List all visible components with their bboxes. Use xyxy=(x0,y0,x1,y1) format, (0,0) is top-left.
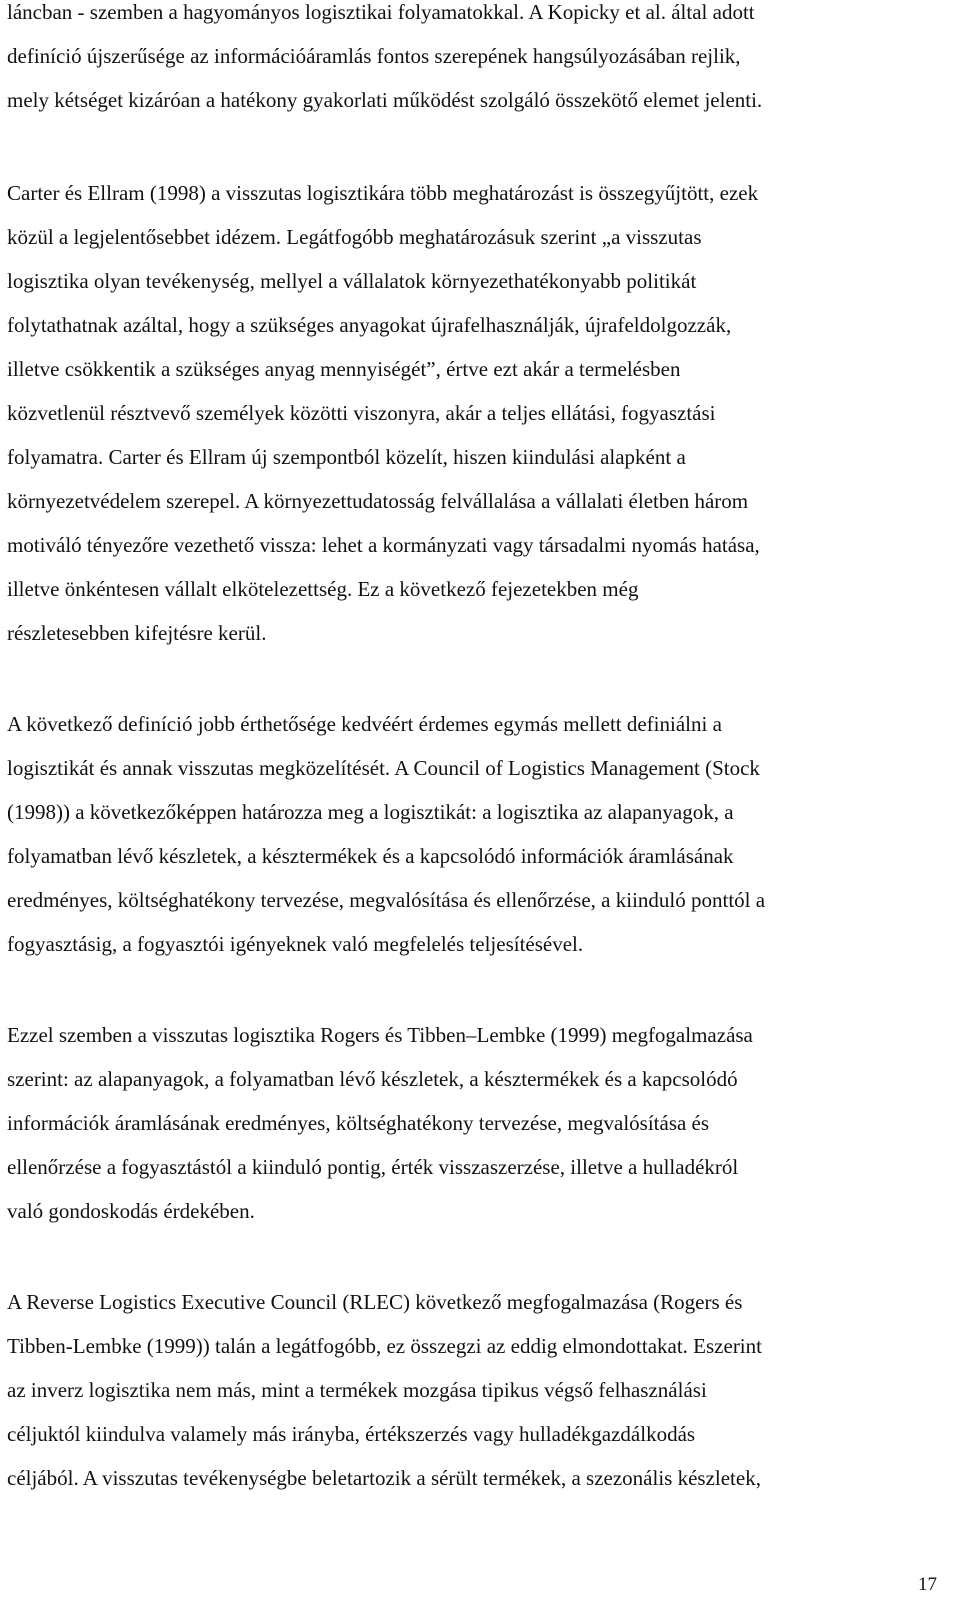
paragraph-council-logistics: A következő definíció jobb érthetősége kedvéért érdemes egymás mellett definiálni a logisztikát és annak visszutas megközelítését. A Council of Logistics Management (Stock (1998)) a következőképpen határozza meg a logisztikát: a logisztika az alapanyagok, a folyamatban lévő készletek, a késztermékek és a kapcsolódó információk áramlásának eredményes, költséghatékony tervezése, megvalósítása és ellenőrzése, a kiinduló ponttól a fogyasztásig, a fogyasztói igényeknek való megfelelés teljesítésével. xyxy=(7,712,766,956)
paragraph-rlec: A Reverse Logistics Executive Council (RLEC) következő megfogalmazása (Rogers és Tibben-Lembke (1999)) talán a legátfogóbb, ez összegzi az eddig elmondottakat. Eszerint az inverz logisztika nem más, mint a termékek mozgása tipikus végső felhasználási céljuktól kiindulva valamely más irányba, értékszerzés vagy hulladékgazdálkodás céljából. A visszutas tevékenységbe beletartozik a sérült termékek, a szezonális készletek, xyxy=(7,1290,762,1490)
paragraph-kopicky-definition: láncban - szemben a hagyományos logisztikai folyamatokkal. A Kopicky et al. által adott definíció újszerűsége az információáramlás fontos szerepének hangsúlyozásában rejlik, mely kétséget kizáróan a hatékony gyakorlati működést szolgáló összekötő elemet jelenti. xyxy=(7,0,763,112)
paragraph-rogers-tibben-lembke: Ezzel szemben a visszutas logisztika Rogers és Tibben–Lembke (1999) megfogalmazása szerint: az alapanyagok, a folyamatban lévő készletek, a késztermékek és a kapcsolódó információk áramlásának eredményes, költséghatékony tervezése, megvalósítása és ellenőrzése a fogyasztástól a kiinduló pontig, érték visszaszerzése, illetve a hulladékról való gondoskodás érdekében. xyxy=(7,1023,753,1223)
page-number: 17 xyxy=(918,1574,937,1595)
paragraph-carter-ellram: Carter és Ellram (1998) a visszutas logisztikára több meghatározást is összegyűjtött, ezek közül a legjelentősebbet idézem. Legátfogóbb meghatározásuk szerint „a visszutas logisztika olyan tevékenység, mellyel a vállalatok környezethatékonyabb politikát folytathatnak azáltal, hogy a szükséges anyagokat újrafelhasználják, újrafeldolgozzák, illetve csökkentik a szükséges anyag mennyiségét”, értve ezt akár a termelésben közvetlenül résztvevő személyek közötti viszonyra, akár a teljes ellátási, fogyasztási folyamatra. Carter és Ellram új szempontból közelít, hiszen kiindulási alapként a környezetvédelem szerepel. A környezettudatosság felvállalása a vállalati életben három motiváló tényezőre vezethető vissza: lehet a kormányzati vagy társadalmi nyomás hatása, illetve önkéntesen vállalt elkötelezettség. Ez a következő fejezetekben még részletesebben kifejtésre kerül. xyxy=(7,181,760,645)
